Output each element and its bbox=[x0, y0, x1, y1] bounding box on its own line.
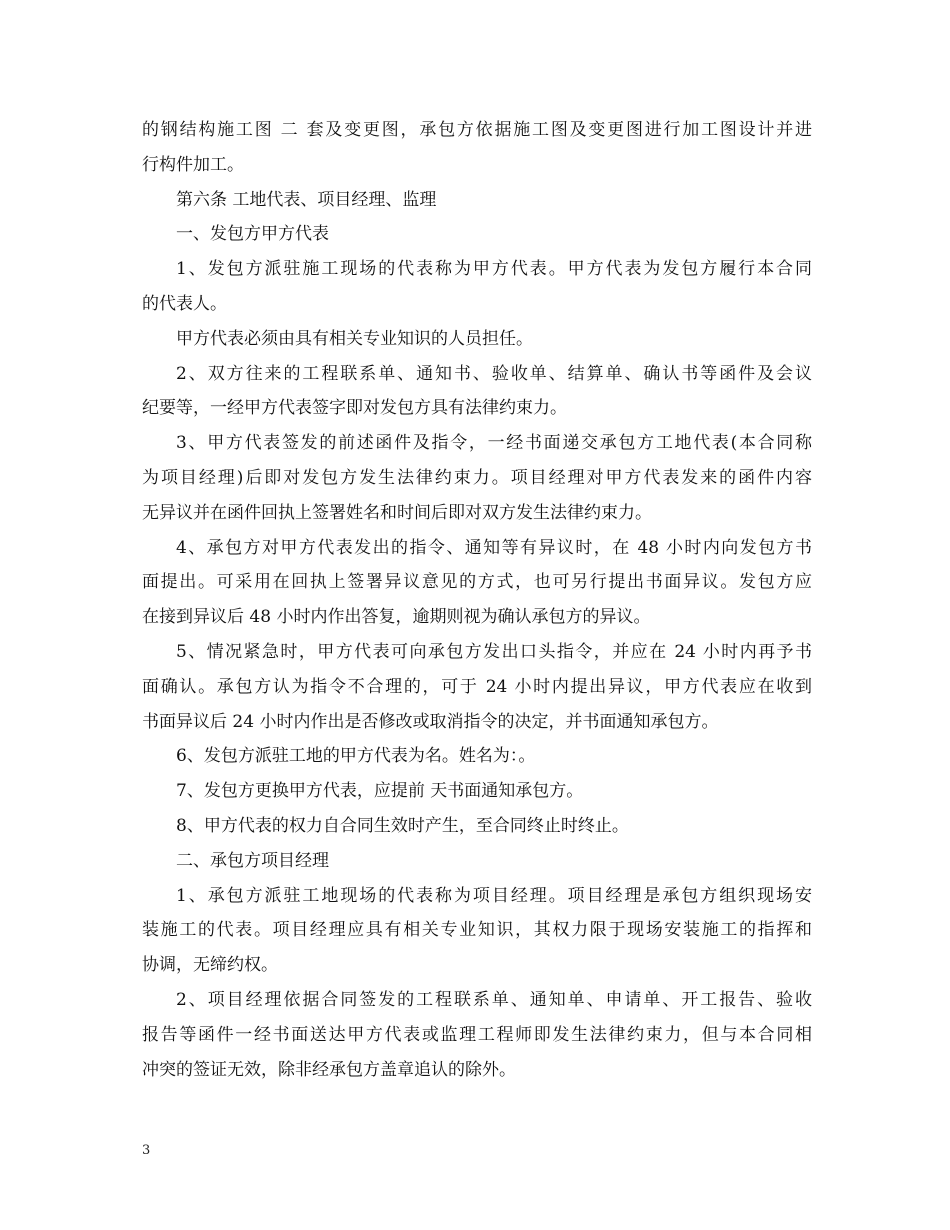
text-line: 冲突的签证无效，除非经承包方盖章追认的除外。 bbox=[142, 1059, 516, 1080]
text-line: 8、甲方代表的权力自合同生效时产生，至合同终止时终止。 bbox=[176, 815, 629, 836]
text-line: 甲方代表必须由具有相关专业知识的人员担任。 bbox=[176, 328, 533, 349]
text-line: 1、承包方派驻工地现场的代表称为项目经理。项目经理是承包方组织现场安 bbox=[176, 885, 812, 906]
text-line: 的钢结构施工图 二 套及变更图，承包方依据施工图及变更图进行加工图设计并进 bbox=[142, 120, 812, 140]
text-line: 5、情况紧急时，甲方代表可向承包方发出口头指令，并应在 24 小时内再予书 bbox=[176, 641, 812, 662]
text-line: 3、甲方代表签发的前述函件及指令，一经书面递交承包方工地代表(本合同称 bbox=[176, 433, 812, 454]
text-line: 的代表人。 bbox=[142, 293, 227, 314]
text-line: 7、发包方更换甲方代表，应提前 天书面通知承包方。 bbox=[176, 781, 584, 802]
text-line: 6、发包方派驻工地的甲方代表为名。姓名为：。 bbox=[176, 746, 536, 767]
text-line: 纪要等，一经甲方代表签字即对发包方具有法律约束力。 bbox=[142, 398, 567, 419]
text-line: 为项目经理)后即对发包方发生法律约束力。项目经理对甲方代表发来的函件内容 bbox=[142, 467, 812, 488]
text-line: 在接到异议后 48 小时内作出答复，逾期则视为确认承包方的异议。 bbox=[142, 607, 651, 628]
text-line: 2、项目经理依据合同签发的工程联系单、通知单、申请单、开工报告、验收 bbox=[176, 989, 812, 1010]
text-line: 面提出。可采用在回执上签署异议意见的方式，也可另行提出书面异议。发包方应 bbox=[142, 572, 812, 593]
text-line: 书面异议后 24 小时内作出是否修改或取消指令的决定，并书面通知承包方。 bbox=[142, 711, 719, 732]
text-line: 2、双方往来的工程联系单、通知书、验收单、结算单、确认书等函件及会议 bbox=[176, 363, 812, 384]
page-number: 3 bbox=[142, 1143, 151, 1158]
section-heading: 第六条 工地代表、项目经理、监理 bbox=[176, 189, 437, 210]
text-line: 4、承包方对甲方代表发出的指令、通知等有异议时，在 48 小时内向发包方书 bbox=[176, 537, 812, 558]
text-line: 协调，无缔约权。 bbox=[142, 955, 278, 976]
subsection-heading: 一、发包方甲方代表 bbox=[176, 224, 329, 245]
text-line: 装施工的代表。项目经理应具有相关专业知识，其权力限于现场安装施工的指挥和 bbox=[142, 920, 812, 941]
text-line: 报告等函件一经书面送达甲方代表或监理工程师即发生法律约束力，但与本合同相 bbox=[142, 1024, 812, 1045]
subsection-heading: 二、承包方项目经理 bbox=[176, 850, 329, 871]
text-line: 面确认。承包方认为指令不合理的，可于 24 小时内提出异议，甲方代表应在收到 bbox=[142, 676, 812, 697]
text-line: 无异议并在函件回执上签署姓名和时间后即对双方发生法律约束力。 bbox=[142, 502, 652, 523]
text-line: 1、发包方派驻施工现场的代表称为甲方代表。甲方代表为发包方履行本合同 bbox=[176, 259, 812, 280]
text-line: 行构件加工。 bbox=[142, 154, 244, 175]
document-body bbox=[142, 113, 812, 1087]
